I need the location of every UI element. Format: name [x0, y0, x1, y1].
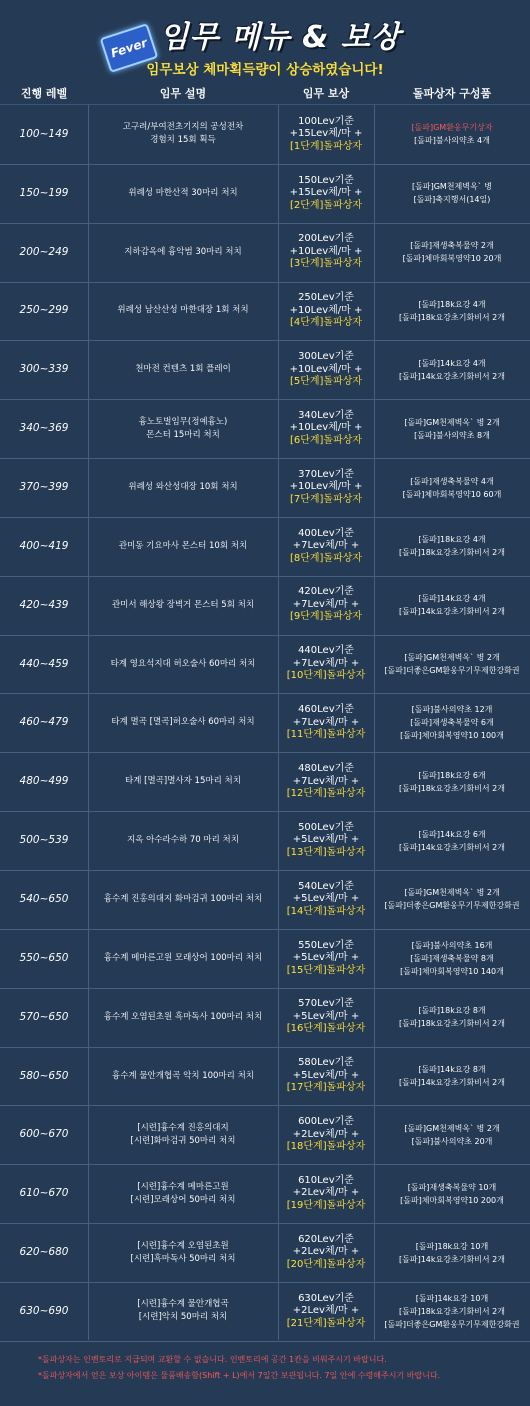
level-range: 540~650	[19, 892, 69, 905]
level-range: 610~670	[19, 1187, 69, 1200]
page-subtitle: 임무보상 체마획득량이 상승하였습니다!	[146, 62, 384, 78]
table-row	[0, 1164, 530, 1224]
description-line: 고구려/부여전초기지의 공성전차	[122, 122, 244, 133]
mission-description	[88, 399, 278, 458]
mission-description	[88, 988, 278, 1047]
table-row	[0, 1223, 530, 1283]
description-line: [시련]흉수계 진홍의대지	[137, 1122, 229, 1133]
level-range: 150~199	[19, 186, 69, 199]
box-item: [돌파]18k요강초기화비서 2개	[399, 548, 505, 558]
box-contents	[374, 694, 530, 753]
reward-box-tier: [17단계]돌파상자	[286, 1082, 366, 1094]
reward-box-tier: [8단계]돌파상자	[289, 552, 363, 564]
reward-line: +2Lev체/마 +	[292, 1246, 360, 1258]
mission-description	[88, 164, 278, 223]
reward-line: +10Lev체/마 +	[289, 363, 363, 375]
box-item: [돌파]재생축복물약 4개	[410, 476, 494, 486]
level-range: 400~419	[19, 539, 69, 552]
column-header-level: 진행 레벨	[20, 87, 68, 100]
box-contents	[374, 340, 530, 399]
box-item: [돌파]18k요강 6개	[418, 770, 486, 780]
table-row	[0, 929, 530, 989]
reward-line: +5Lev체/마 +	[292, 1069, 360, 1081]
level-range: 460~479	[19, 716, 69, 729]
box-item: [돌파]18k요강초기화비서 2개	[399, 1019, 505, 1029]
box-contents	[374, 576, 530, 635]
mission-reward	[278, 929, 374, 988]
level-range: 500~539	[19, 834, 69, 847]
reward-line: 480Lev기준	[298, 763, 354, 775]
mission-reward	[278, 399, 374, 458]
description-line: 지옥 아수라수하 70 마리 처치	[127, 835, 239, 846]
mission-description	[88, 1047, 278, 1106]
reward-box-tier: [9단계]돌파상자	[289, 611, 363, 623]
mission-description	[88, 1282, 278, 1341]
table-row	[0, 1047, 530, 1107]
mission-reward	[278, 870, 374, 929]
table-row	[0, 517, 530, 577]
mission-reward	[278, 1164, 374, 1223]
reward-line: 460Lev기준	[298, 704, 354, 716]
reward-line: 340Lev기준	[298, 409, 354, 421]
table-row	[0, 282, 530, 342]
description-line: 타계 영요석지대 허오술사 60마리 처치	[110, 658, 256, 669]
box-contents	[374, 105, 530, 164]
reward-line: +7Lev체/마 +	[292, 716, 360, 728]
reward-line: +5Lev체/마 +	[292, 952, 360, 964]
table-row	[0, 988, 530, 1048]
level-range: 600~670	[19, 1128, 69, 1141]
mission-description	[88, 929, 278, 988]
reward-box-tier: [12단계]돌파상자	[286, 788, 366, 800]
mission-description	[88, 105, 278, 164]
level-range: 200~249	[19, 245, 69, 258]
description-line: [시련]흉수계 메마른고원	[137, 1181, 229, 1192]
reward-line: 440Lev기준	[298, 645, 354, 657]
box-item: [돌파]불사의약초 16개	[411, 940, 493, 950]
box-item: [돌파]14k요강 4개	[418, 358, 486, 368]
notes	[38, 1352, 518, 1384]
box-item: [돌파]14k요강초기화비서 2개	[399, 371, 505, 381]
table-row	[0, 1105, 530, 1165]
box-item: [돌파]축지행서(14일)	[413, 195, 491, 205]
description-line: 위례성 남산산성 마한대장 1회 처치	[117, 305, 249, 316]
reward-line: +5Lev체/마 +	[292, 893, 360, 905]
level-range: 570~650	[19, 1010, 69, 1023]
reward-box-tier: [7단계]돌파상자	[289, 493, 363, 505]
box-contents	[374, 399, 530, 458]
box-item: [돌파]14k요강 8개	[418, 1065, 486, 1075]
box-item: [돌파]GM천제벽옥` 병 2개	[404, 888, 500, 898]
description-line: [시련]흑마독사 50마리 처치	[130, 1253, 236, 1264]
reward-line: 600Lev기준	[298, 1116, 354, 1128]
box-item: [돌파]GM천제벽옥` 병 2개	[404, 653, 500, 663]
box-contents	[374, 1105, 530, 1164]
box-contents	[374, 517, 530, 576]
mission-description	[88, 1164, 278, 1223]
box-item: [돌파]불사의약초 8개	[414, 430, 490, 440]
box-item: [돌파]14k요강초기화비서 2개	[399, 1078, 505, 1088]
box-item: [돌파]GM천제벽옥` 병 2개	[404, 417, 500, 427]
reward-line: 570Lev기준	[298, 998, 354, 1010]
table-row	[0, 752, 530, 812]
mission-description	[88, 517, 278, 576]
table-row	[0, 340, 530, 400]
table-row	[0, 576, 530, 636]
mission-reward	[278, 1282, 374, 1341]
description-line: 흉수계 물안개협곡 악치 100마리 처치	[112, 1070, 254, 1081]
box-item: [돌파]불사의약초 20개	[411, 1136, 493, 1146]
box-item: [돌파]18k요강 10개	[415, 1241, 489, 1251]
description-line: 흉수계 메마른고원 모래상어 100마리 처치	[103, 952, 263, 963]
level-range: 300~339	[19, 363, 69, 376]
box-item: [돌파]GM천제벽옥` 병 2개	[404, 1123, 500, 1133]
reward-box-tier: [4단계]돌파상자	[289, 317, 363, 329]
box-contents	[374, 164, 530, 223]
mission-description	[88, 870, 278, 929]
mission-description	[88, 1105, 278, 1164]
reward-box-tier: [3단계]돌파상자	[289, 258, 363, 270]
reward-line: +10Lev체/마 +	[289, 245, 363, 257]
level-range: 630~690	[19, 1304, 69, 1317]
description-line: 경험치 15회 획득	[150, 135, 216, 146]
reward-line: 370Lev기준	[298, 468, 354, 480]
box-item: [돌파]체마회복영약10 100개	[400, 731, 504, 741]
page-header	[0, 0, 530, 84]
description-line: [시련]악치 50마리 처치	[138, 1312, 228, 1323]
description-line: [시련]모래상어 50마리 처치	[130, 1194, 236, 1205]
mission-reward	[278, 752, 374, 811]
reward-line: +10Lev체/마 +	[289, 422, 363, 434]
box-contents	[374, 1164, 530, 1223]
note-line: *돌파상자는 인벤토리로 지급되며 교환할 수 없습니다. 인벤토리에 공간 1칸을 비워주시기 바랍니다.	[38, 1355, 387, 1364]
column-header-description: 임무 설명	[159, 87, 207, 100]
mission-reward	[278, 1105, 374, 1164]
box-item: [돌파]14k요강초기화비서 2개	[399, 1254, 505, 1264]
table-row	[0, 811, 530, 871]
mission-description	[88, 340, 278, 399]
reward-line: +7Lev체/마 +	[292, 598, 360, 610]
level-range: 250~299	[19, 304, 69, 317]
table-row	[0, 694, 530, 754]
mission-reward	[278, 517, 374, 576]
reward-line: +15Lev체/마 +	[289, 128, 363, 140]
box-item: [돌파]GM환웅무기상자	[411, 123, 493, 133]
fever-badge: Fever	[100, 23, 159, 73]
reward-line: 630Lev기준	[298, 1292, 354, 1304]
box-contents	[374, 988, 530, 1047]
description-line: 위례성 마한산적 30마리 처치	[128, 187, 238, 198]
reward-line: +7Lev체/마 +	[292, 540, 360, 552]
box-contents	[374, 1047, 530, 1106]
box-item: [돌파]14k요강 6개	[418, 829, 486, 839]
reward-line: 150Lev기준	[298, 174, 354, 186]
table-row	[0, 1282, 530, 1342]
reward-line: 540Lev기준	[298, 880, 354, 892]
mission-reward	[278, 576, 374, 635]
mission-description	[88, 635, 278, 694]
mission-description	[88, 811, 278, 870]
mission-reward	[278, 282, 374, 341]
mission-description	[88, 1223, 278, 1282]
reward-box-tier: [20단계]돌파상자	[286, 1258, 366, 1270]
box-item: [돌파]재생축복물약 10개	[407, 1182, 497, 1192]
box-item: [돌파]14k요강 10개	[415, 1293, 489, 1303]
box-item: [돌파]18k요강초기화비서 2개	[399, 312, 505, 322]
reward-line: +2Lev체/마 +	[292, 1187, 360, 1199]
level-range: 420~439	[19, 598, 69, 611]
reward-box-tier: [14단계]돌파상자	[286, 905, 366, 917]
reward-box-tier: [6단계]돌파상자	[289, 434, 363, 446]
box-item: [돌파]재생축복물약 2개	[410, 241, 494, 251]
reward-line: 250Lev기준	[298, 292, 354, 304]
level-range: 580~650	[19, 1069, 69, 1082]
reward-box-tier: [19단계]돌파상자	[286, 1199, 366, 1211]
reward-box-tier: [18단계]돌파상자	[286, 1141, 366, 1153]
table-row	[0, 458, 530, 518]
box-item: [돌파]14k요강초기화비서 2개	[399, 607, 505, 617]
reward-line: 300Lev기준	[298, 351, 354, 363]
mission-reward	[278, 105, 374, 164]
level-range: 440~459	[19, 657, 69, 670]
box-contents	[374, 929, 530, 988]
reward-line: 200Lev기준	[298, 233, 354, 245]
mission-reward	[278, 164, 374, 223]
mission-description	[88, 576, 278, 635]
note-line: *돌파상자에서 얻은 보상 아이템은 물품배송함(Shift + L)에서 7일간 보관됩니다. 7일 안에 수령해주시기 바랍니다.	[38, 1371, 441, 1380]
description-line: 위례성 와산성대장 10회 처치	[128, 482, 238, 493]
box-item: [돌파]불사의약초 4개	[414, 136, 490, 146]
reward-line: 420Lev기준	[298, 586, 354, 598]
box-contents	[374, 1223, 530, 1282]
description-line: 흉수계 오염된초원 흑마독사 100마리 처치	[103, 1011, 263, 1022]
box-item: [돌파]GM천제벽옥` 병	[412, 182, 492, 192]
table-row	[0, 635, 530, 695]
mission-reward	[278, 694, 374, 753]
box-contents	[374, 223, 530, 282]
reward-line: 500Lev기준	[298, 821, 354, 833]
reward-line: 580Lev기준	[298, 1057, 354, 1069]
reward-line: +2Lev체/마 +	[292, 1305, 360, 1317]
box-item: [돌파]체마회복영약10 200개	[400, 1195, 504, 1205]
reward-box-tier: [21단계]돌파상자	[286, 1317, 366, 1329]
box-item: [돌파]14k요강초기화비서 2개	[399, 842, 505, 852]
level-range: 100~149	[19, 127, 69, 140]
mission-reward	[278, 1223, 374, 1282]
column-header-reward: 임무 보상	[302, 87, 350, 100]
reward-line: +2Lev체/마 +	[292, 1128, 360, 1140]
reward-box-tier: [5단계]돌파상자	[289, 376, 363, 388]
reward-line: 550Lev기준	[298, 939, 354, 951]
mission-reward	[278, 223, 374, 282]
reward-line: +5Lev체/마 +	[292, 1010, 360, 1022]
box-item: [돌파]더좋은GM환웅무기무제한강화권	[384, 1319, 520, 1329]
reward-box-tier: [13단계]돌파상자	[286, 846, 366, 858]
reward-line: +15Lev체/마 +	[289, 187, 363, 199]
mission-description	[88, 282, 278, 341]
reward-line: +10Lev체/마 +	[289, 481, 363, 493]
table-row	[0, 870, 530, 930]
box-item: [돌파]18k요강 8개	[418, 1006, 486, 1016]
reward-line: +5Lev체/마 +	[292, 834, 360, 846]
box-item: [돌파]18k요강 4개	[418, 535, 486, 545]
description-line: 관미서 해상왕 장벽거 몬스터 5회 처치	[111, 599, 255, 610]
level-range: 480~499	[19, 775, 69, 788]
box-contents	[374, 870, 530, 929]
box-item: [돌파]불사의약초 12개	[411, 705, 493, 715]
reward-box-tier: [15단계]돌파상자	[286, 964, 366, 976]
box-item: [돌파]18k요강초기화비서 2개	[399, 783, 505, 793]
reward-line: +7Lev체/마 +	[292, 657, 360, 669]
reward-box-tier: [1단계]돌파상자	[289, 140, 363, 152]
reward-line: 610Lev기준	[298, 1174, 354, 1186]
box-contents	[374, 811, 530, 870]
description-line: [시련]흉수계 물안개협곡	[137, 1299, 229, 1310]
mission-reward	[278, 988, 374, 1047]
reward-line: 100Lev기준	[298, 115, 354, 127]
description-line: 관미동 기요마사 몬스터 10회 처치	[118, 540, 248, 551]
reward-line: 400Lev기준	[298, 527, 354, 539]
description-line: [시련]흉수계 오염된초원	[137, 1240, 229, 1251]
reward-box-tier: [11단계]돌파상자	[286, 729, 366, 741]
page-title: 임무 메뉴 & 보상	[159, 20, 401, 55]
box-item: [돌파]재생축복물약 8개	[410, 953, 494, 963]
mission-description	[88, 223, 278, 282]
box-contents	[374, 752, 530, 811]
reward-line: +10Lev체/마 +	[289, 304, 363, 316]
mission-reward	[278, 635, 374, 694]
box-item: [돌파]14k요강 4개	[418, 594, 486, 604]
column-header-box-contents: 돌파상자 구성품	[412, 87, 492, 100]
description-line: 몬스터 15마리 처치	[146, 429, 220, 440]
level-range: 370~399	[19, 481, 69, 494]
box-contents	[374, 282, 530, 341]
description-line: 천마전 컨텐츠 1회 플레이	[135, 364, 231, 375]
level-range: 340~369	[19, 422, 69, 435]
box-item: [돌파]재생축복물약 6개	[410, 718, 494, 728]
mission-reward	[278, 340, 374, 399]
box-item: [돌파]더좋은GM환웅무기무제한강화권	[384, 901, 520, 911]
box-item: [돌파]더좋은GM환웅무기무제한강화권	[384, 666, 520, 676]
reward-box-tier: [10단계]돌파상자	[286, 670, 366, 682]
description-line: 타계 [멸곡]멸사자 15마리 처치	[125, 776, 241, 787]
mission-description	[88, 752, 278, 811]
box-contents	[374, 458, 530, 517]
description-line: 지하감옥에 흉악범 30마리 처치	[124, 246, 242, 257]
reward-line: +7Lev체/마 +	[292, 775, 360, 787]
mission-table	[0, 104, 530, 1329]
reward-box-tier: [2단계]돌파상자	[289, 199, 363, 211]
mission-reward	[278, 1047, 374, 1106]
mission-description	[88, 458, 278, 517]
description-line: 흉노토벌임무(정예흉노)	[138, 416, 228, 427]
reward-line: 620Lev기준	[298, 1233, 354, 1245]
mission-reward	[278, 458, 374, 517]
box-item: [돌파]18k요강초기화비서 2개	[399, 1306, 505, 1316]
table-row	[0, 105, 530, 165]
box-item: [돌파]체마회복영약10 60개	[402, 489, 502, 499]
level-range: 550~650	[19, 951, 69, 964]
box-contents	[374, 635, 530, 694]
table-row	[0, 399, 530, 459]
table-row	[0, 164, 530, 224]
box-contents	[374, 1282, 530, 1341]
level-range: 620~680	[19, 1246, 69, 1259]
mission-reward	[278, 811, 374, 870]
reward-box-tier: [16단계]돌파상자	[286, 1023, 366, 1035]
mission-description	[88, 694, 278, 753]
box-item: [돌파]체마회복영약10 140개	[400, 966, 504, 976]
box-item: [돌파]18k요강 4개	[418, 299, 486, 309]
description-line: 흉수계 진홍의대지 화마검귀 100마리 처치	[103, 893, 263, 904]
box-item: [돌파]체마회복영약10 20개	[402, 254, 502, 264]
table-row	[0, 223, 530, 283]
description-line: 타계 멸곡 [멸곡]허오술사 60마리 처치	[111, 717, 255, 728]
description-line: [시련]화마검귀 50마리 처치	[130, 1135, 236, 1146]
